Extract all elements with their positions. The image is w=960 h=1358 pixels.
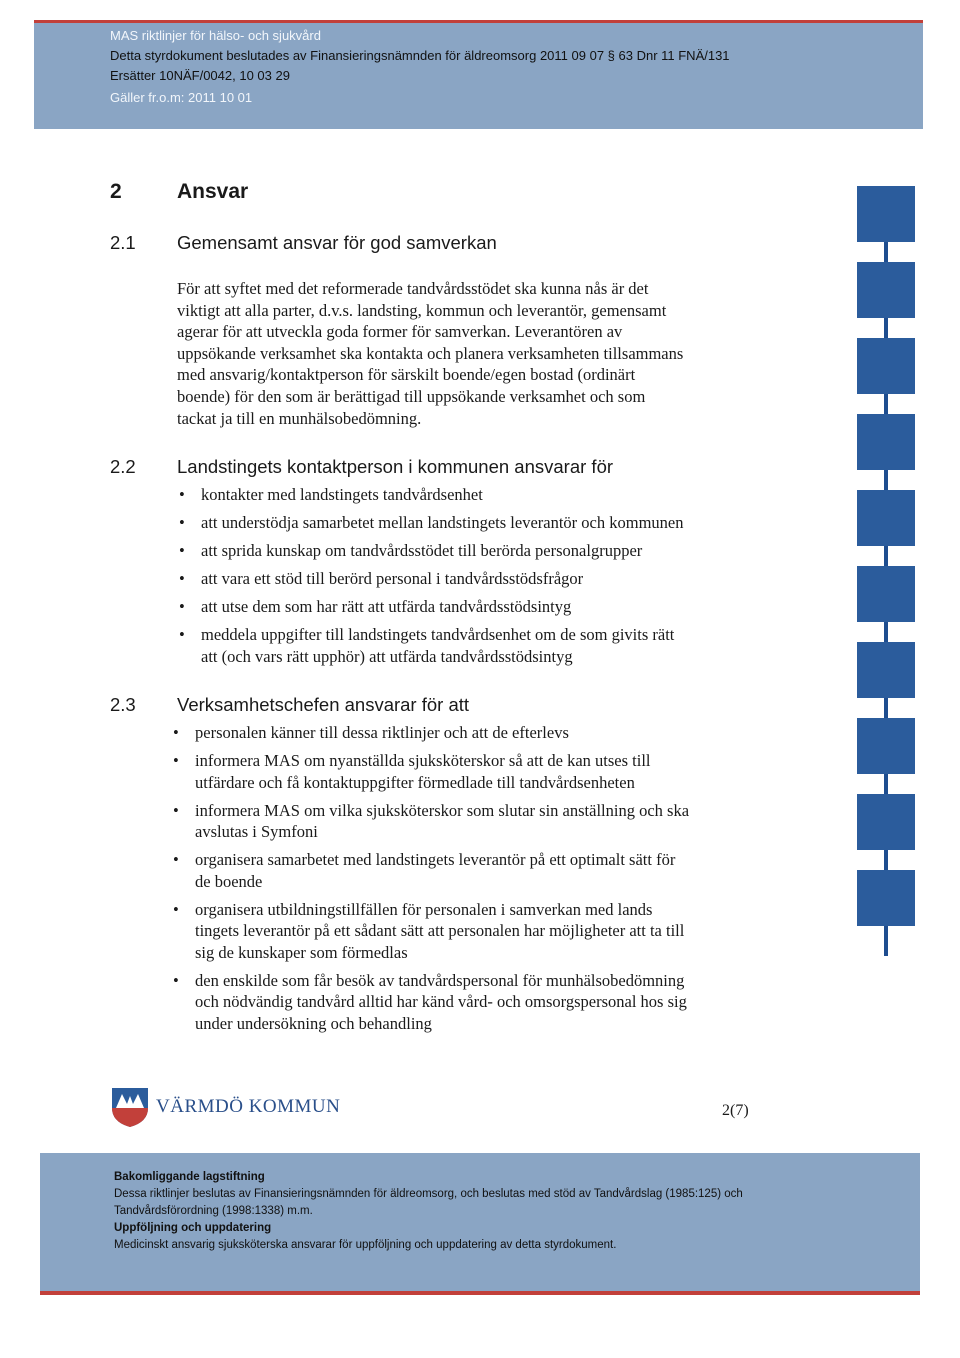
paragraph-line: viktigt att alla parter, d.v.s. landsting, kommun och leverantör, gemensamt <box>177 300 667 320</box>
subsection-number-2-2: 2.2 <box>110 456 136 477</box>
list-item-line: tingets leverantör på ett sådant sätt att personalen har möjligheter att ta till <box>195 921 685 941</box>
list-item-line: • att utse dem som har rätt att utfärda tandvårdsstödsintyg <box>201 596 572 616</box>
legal-heading: Bakomliggande lagstiftning <box>114 1171 265 1183</box>
paragraph-line: agerar för att utveckla goda former för samverkan. Leverantören av <box>177 322 623 342</box>
paragraph-line: boende) för den som är berättigad till uppsökande verksamhet och som <box>177 386 646 406</box>
list-item-line: under undersökning och behandling <box>195 1014 432 1034</box>
section-title: Ansvar <box>177 180 249 203</box>
list-item-line: utfärdare och få kontaktuppgifter förmedlade till tandvårdsenheten <box>195 772 635 792</box>
document-header-band <box>34 20 923 129</box>
list-item-line: • organisera utbildningstillfällen för personalen i samverkan med lands <box>195 899 653 919</box>
document-footer-band <box>40 1153 920 1295</box>
list-item-line: • personalen känner till dessa riktlinjer och att de efterlevs <box>195 723 569 742</box>
responsibility-list-2-2 <box>177 484 777 667</box>
side-bar-block <box>857 794 915 850</box>
side-bar-block <box>857 870 915 926</box>
responsibility-list-2-3 <box>171 722 771 1035</box>
list-item-line: • den enskilde som får besök av tandvårdspersonal för munhälsobedömning <box>195 970 685 990</box>
header-valid-from: Gäller fr.o.m: 2011 10 01 <box>110 90 253 105</box>
paragraph-line: För att syftet med det reformerade tandvårdsstödet ska kunna nås är det <box>177 279 649 298</box>
list-item-line: sig de kunskaper som förmedlas <box>195 942 408 962</box>
paragraph-line: uppsökande verksamhet ska kontakta och planera verksamheten tillsammans <box>177 343 684 363</box>
subsection-title-2-3: Verksamhetschefen ansvarar för att <box>177 694 470 715</box>
subsection-number-2-1: 2.1 <box>110 232 136 253</box>
list-item-line: • informera MAS om nyanställda sjuksköterskor så att de kan utses till <box>195 750 651 770</box>
list-item <box>171 722 771 744</box>
list-item <box>171 750 771 793</box>
header-replaces: Ersätter 10NÄF/0042, 10 03 29 <box>110 68 290 83</box>
side-bar-block <box>857 338 915 394</box>
list-item-line: • att sprida kunskap om tandvårdsstödet till berörda personalgrupper <box>201 540 643 560</box>
followup-text: Medicinskt ansvarig sjuksköterska ansvarar för uppföljning och uppdatering av detta styrdokument. <box>114 1239 617 1251</box>
list-item-line: • informera MAS om vilka sjuksköterskor som slutar sin anställning och ska <box>195 800 690 820</box>
side-bar-block <box>857 566 915 622</box>
kommun-logo-icon <box>110 1084 150 1128</box>
list-item <box>171 970 771 1035</box>
side-bar-block <box>857 186 915 242</box>
list-item <box>177 624 777 667</box>
paragraph-2-1 <box>177 278 777 429</box>
header-decision: Detta styrdokument beslutades av Finansieringsnämnden för äldreomsorg 2011 09 07 § 63 Dnr 11 FNÄ/131 <box>110 48 730 63</box>
page-number: 2(7) <box>722 1102 749 1119</box>
side-bar-block <box>857 718 915 774</box>
side-bar-block <box>857 642 915 698</box>
list-item-line: och nödvändig tandvård alltid har känd vård- och omsorgspersonal hos sig <box>195 992 687 1012</box>
section-number: 2 <box>110 180 122 203</box>
legal-text: Tandvårdsförordning (1998:1338) m.m. <box>114 1205 313 1217</box>
subsection-title-2-1: Gemensamt ansvar för god samverkan <box>177 232 497 253</box>
paragraph-line: tackat ja till en munhälsobedömning. <box>177 408 422 428</box>
list-item-line: • att vara ett stöd till berörd personal i tandvårdsstödsfrågor <box>201 568 584 588</box>
followup-heading: Uppföljning och uppdatering <box>114 1222 272 1234</box>
list-item-line: • meddela uppgifter till landstingets tandvårdsenhet om de som givits rätt <box>201 624 675 644</box>
list-item <box>177 484 777 506</box>
list-item <box>171 800 771 843</box>
subsection-title-2-2: Landstingets kontaktperson i kommunen ansvarar för <box>177 456 614 477</box>
list-item-line: att (och vars rätt upphör) att utfärda tandvårdsstödsintyg <box>201 646 573 666</box>
list-item <box>177 596 777 618</box>
side-bar-block <box>857 490 915 546</box>
side-bar-block <box>857 414 915 470</box>
list-item-line: de boende <box>195 871 263 891</box>
header-title: MAS riktlinjer för hälso- och sjukvård <box>110 28 321 43</box>
paragraph-line: med ansvarig/kontaktperson för särskilt boende/egen bostad (ordinärt <box>177 365 636 385</box>
list-item-line: • kontakter med landstingets tandvårdsenhet <box>201 485 483 504</box>
list-item-line: avslutas i Symfoni <box>195 822 318 842</box>
list-item <box>177 540 777 562</box>
decorative-side-bar <box>857 186 915 956</box>
list-item <box>177 568 777 590</box>
list-item <box>177 512 777 534</box>
side-bar-block <box>857 262 915 318</box>
list-item <box>171 849 771 892</box>
list-item-line: • att understödja samarbetet mellan landstingets leverantör och kommunen <box>201 512 684 532</box>
list-item-line: • organisera samarbetet med landstingets leverantör på ett optimalt sätt för <box>195 850 676 870</box>
subsection-number-2-3: 2.3 <box>110 694 136 715</box>
list-item <box>171 899 771 964</box>
legal-text: Dessa riktlinjer beslutas av Finansieringsnämnden för äldreomsorg, och beslutas med stöd av Tandvårdslag (1985:125) och <box>114 1188 743 1200</box>
organization-name: VÄRMDÖ KOMMUN <box>156 1096 341 1117</box>
